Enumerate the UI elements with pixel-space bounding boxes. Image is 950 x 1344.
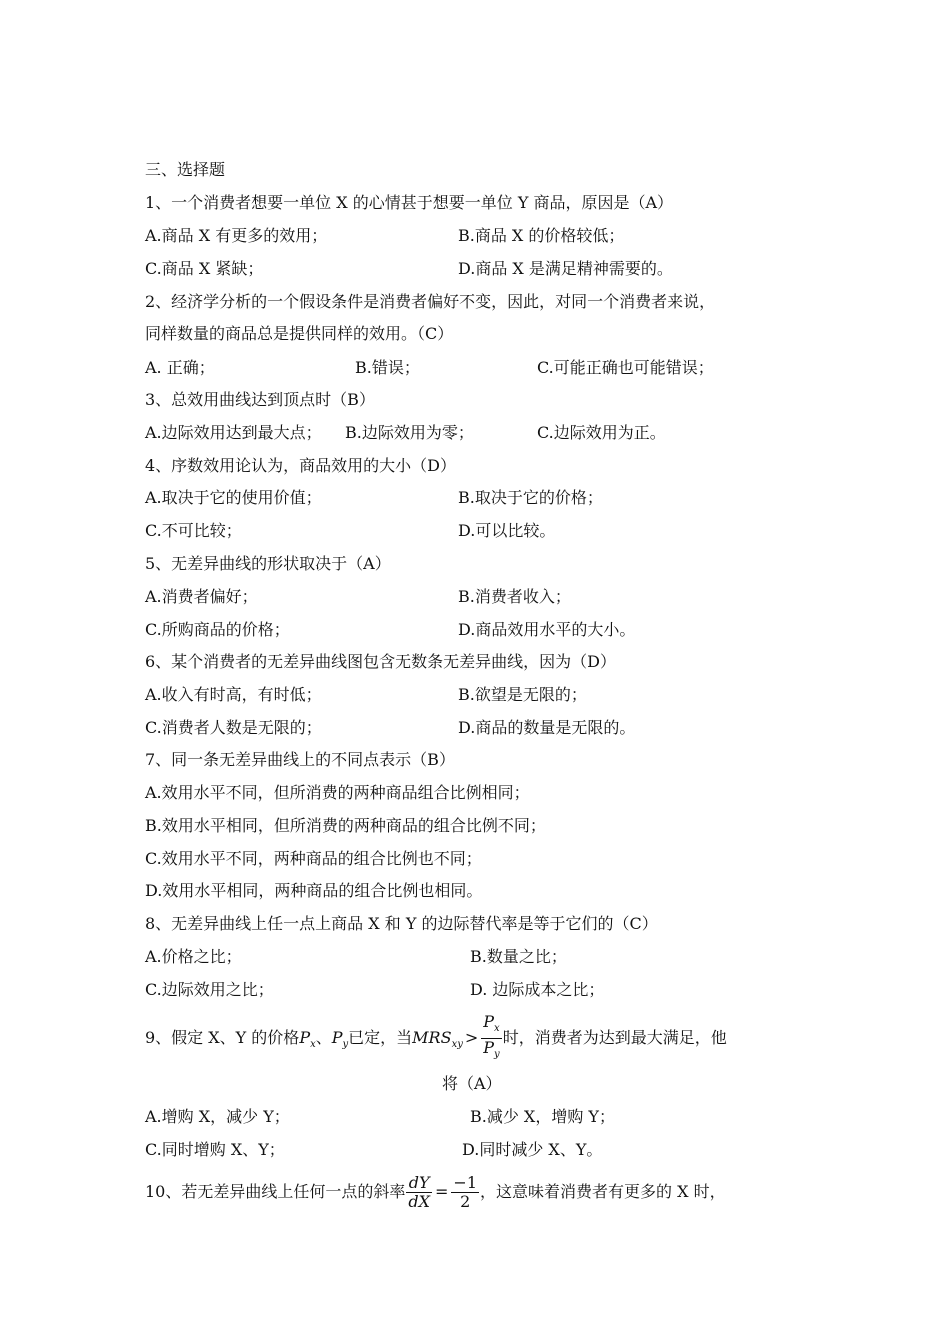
q1-option-d: D.商品 X 是满足精神需要的。 [458,259,673,278]
question-4-stem: 4、序数效用论认为，商品效用的大小（D） [145,456,457,475]
q6-option-a: A.收入有时高，有时低； [145,685,322,704]
q5-option-b: B.消费者收入； [458,587,571,606]
q7-option-d: D.效用水平相同，两种商品的组合比例也相同。 [145,881,483,900]
q4-option-c: C.不可比较； [145,521,242,540]
q9-greater-than: > [464,1028,479,1047]
q9-option-d: D.同时减少 X、Y。 [462,1140,603,1159]
q3-option-b: B.边际效用为零； [345,423,474,442]
q9-mid-text: 已定，当 [348,1028,413,1047]
question-10-stem [145,1170,726,1214]
question-2-stem-line2: 同样数量的商品总是提供同样的效用。（C） [145,324,454,343]
q10-value-denominator: 2 [460,1192,471,1211]
q4-option-b: B.取决于它的价格； [458,488,603,507]
q2-option-c: C.可能正确也可能错误； [537,358,714,377]
q10-equals: = [435,1182,449,1201]
q1-option-a: A.商品 X 有更多的效用； [145,226,328,245]
q9-option-a: A.增购 X，减少 Y； [145,1107,290,1126]
q4-option-a: A.取决于它的使用价值； [145,488,322,507]
q3-option-c: C.边际效用为正。 [537,423,666,442]
q9-option-c: C.同时增购 X、Y； [145,1140,285,1159]
q3-option-a: A.边际效用达到最大点； [145,423,322,442]
q9-price-ratio-fraction [481,1013,501,1064]
q10-value-fraction [451,1174,479,1211]
q4-option-d: D.可以比较。 [458,521,556,540]
q9-option-b: B.减少 X，增购 Y； [470,1107,615,1126]
q10-prefix: 10、若无差异曲线上任何一点的斜率 [145,1182,406,1201]
q8-option-a: A.价格之比； [145,947,242,966]
q9-price-y-subscript: y [342,1039,349,1050]
question-9-stem-line2: 将（A） [442,1074,502,1093]
q9-mrs-subscript: xy [451,1039,463,1050]
question-2-stem-line1: 2、经济学分析的一个假设条件是消费者偏好不变，因此，对同一个消费者来说， [145,292,716,311]
question-3-stem: 3、总效用曲线达到顶点时（B） [145,390,375,409]
q9-mrs-symbol: MRS [412,1028,452,1047]
q6-option-c: C.消费者人数是无限的； [145,718,322,737]
q10-slope-fraction [406,1174,432,1211]
q10-slope-numerator: dY [406,1174,432,1193]
q9-separator: 、 [315,1028,332,1047]
q8-option-b: B.数量之比； [470,947,567,966]
question-7-stem: 7、同一条无差异曲线上的不同点表示（B） [145,750,455,769]
question-1-stem: 1、一个消费者想要一单位 X 的心情甚于想要一单位 Y 商品，原因是（A） [145,193,674,212]
q6-option-b: B.欲望是无限的； [458,685,587,704]
q8-option-d: D. 边际成本之比； [470,980,605,999]
q9-fraction-denominator-subscript: y [494,1049,500,1060]
question-6-stem: 6、某个消费者的无差异曲线图包含无数条无差异曲线，因为（D） [145,652,617,671]
q9-fraction-numerator: P [483,1012,495,1031]
q7-option-a: A.效用水平不同，但所消费的两种商品组合比例相同； [145,783,530,802]
q9-fraction-denominator: P [483,1038,495,1057]
q9-price-x-symbol: P [299,1028,311,1047]
q9-suffix: 时，消费者为达到最大满足，他 [502,1028,727,1047]
q5-option-a: A.消费者偏好； [145,587,258,606]
q8-option-c: C.边际效用之比； [145,980,274,999]
q9-price-x-subscript: x [310,1039,316,1050]
q2-option-a: A. 正确； [145,358,215,377]
q7-option-b: B.效用水平相同，但所消费的两种商品的组合比例不同； [145,816,546,835]
q1-option-c: C.商品 X 紧缺； [145,259,264,278]
question-9-stem [145,1013,727,1067]
q9-fraction-numerator-subscript: x [494,1023,500,1034]
q2-option-b: B.错误； [355,358,420,377]
q1-option-b: B.商品 X 的价格较低； [458,226,625,245]
q7-option-c: C.效用水平不同，两种商品的组合比例也不同； [145,849,482,868]
q5-option-d: D.商品效用水平的大小。 [458,620,636,639]
q10-value-numerator: −1 [453,1173,478,1192]
q6-option-d: D.商品的数量是无限的。 [458,718,636,737]
q9-prefix: 9、假定 X、Y 的价格 [145,1028,300,1047]
q10-suffix: ，这意味着消费者有更多的 X 时， [480,1182,726,1201]
question-5-stem: 5、无差异曲线的形状取决于（A） [145,554,391,573]
question-8-stem: 8、无差异曲线上任一点上商品 X 和 Y 的边际替代率是等于它们的（C） [145,914,658,933]
q9-price-y-symbol: P [331,1028,343,1047]
q10-slope-denominator: dX [408,1192,431,1211]
q5-option-c: C.所购商品的价格； [145,620,290,639]
section-title: 三、选择题 [145,160,226,179]
